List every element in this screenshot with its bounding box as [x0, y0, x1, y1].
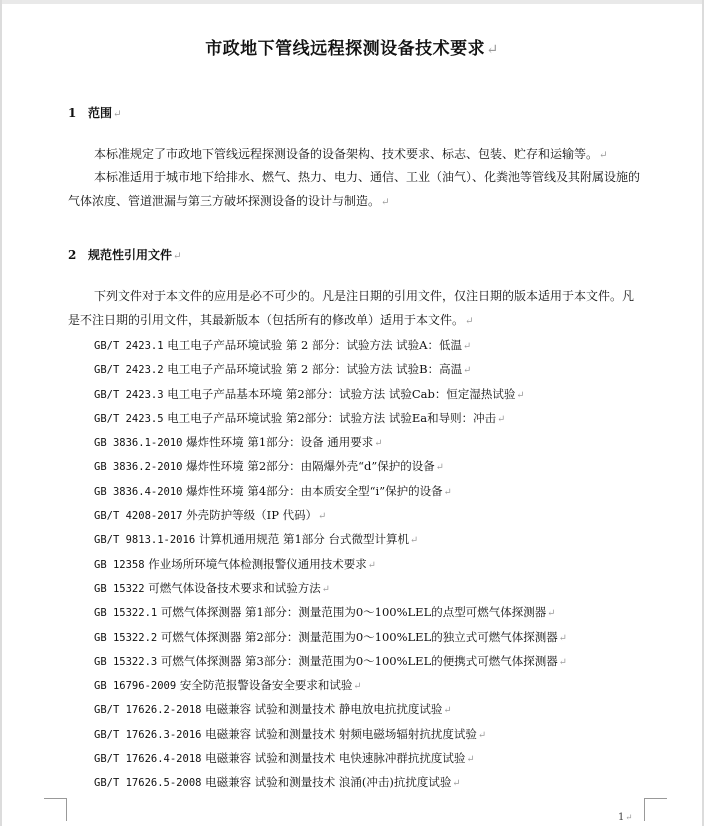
reference-item[interactable] — [94, 454, 567, 478]
paragraph-mark: ↵ — [173, 251, 182, 262]
reference-title: 电磁兼容 试验和测量技术 射频电磁场辐射抗扰度试验 — [205, 726, 477, 741]
paragraph-mark: ↵ — [443, 705, 452, 717]
reference-title: 电磁兼容 试验和测量技术 电快速脉冲群抗扰度试验 — [205, 751, 466, 766]
reference-code: GB 3836.2-2010 — [94, 461, 183, 474]
reference-title: 可燃气体探测器 第2部分：测量范围为0～100%LEL的独立式可燃气体探测器 — [160, 629, 558, 644]
reference-item[interactable] — [94, 746, 567, 770]
document-title[interactable] — [0, 34, 704, 59]
reference-title: 计算机通用规范 第1部分 台式微型计算机 — [198, 532, 409, 547]
reference-title: 电工电子产品环境试验 第 2 部分：试验方法 试验A：低温 — [167, 338, 462, 352]
paragraph-text[interactable]: 本标准规定了市政地下管线远程探测设备的设备架构、技术要求、标志、包装、贮存和运输等。 — [94, 147, 599, 161]
paragraph-mark: ↵ — [435, 462, 444, 474]
reference-code: GB 15322.3 — [94, 655, 158, 668]
reference-title: 可燃气体探测器 第3部分：测量范围为0～100%LEL的便携式可燃气体探测器 — [160, 653, 558, 668]
reference-code: GB 15322 — [94, 582, 145, 595]
reference-title: 电工电子产品基本环境 第2部分：试验方法 试验Cab：恒定湿热试验 — [167, 386, 516, 401]
reference-title: 爆炸性环境 第2部分：由隔爆外壳“d”保护的设备 — [186, 459, 435, 474]
reference-item[interactable] — [94, 673, 567, 697]
section-1-paragraph-2[interactable] — [68, 165, 642, 215]
margin-corner-bottom-left — [44, 798, 67, 821]
paragraph-mark: ↵ — [466, 754, 475, 766]
reference-code: GB/T 2423.5 — [94, 412, 164, 425]
reference-item[interactable] — [94, 479, 567, 503]
reference-code: GB/T 17626.2-2018 — [94, 704, 202, 717]
section-heading-text[interactable]: 规范性引用文件 — [88, 248, 173, 262]
paragraph-mark: ↵ — [477, 729, 487, 741]
paragraph-mark: ↵ — [381, 197, 390, 208]
paragraph-mark: ↵ — [599, 150, 608, 161]
paragraph-mark: ↵ — [462, 341, 472, 352]
reference-title: 外壳防护等级（IP 代码） — [186, 508, 318, 523]
reference-code: GB/T 9813.1-2016 — [94, 534, 196, 547]
reference-item[interactable] — [94, 527, 567, 551]
reference-item[interactable] — [94, 333, 567, 357]
page-left-edge — [0, 0, 2, 826]
page-top-edge — [0, 0, 704, 4]
reference-title: 安全防范报警设备安全要求和试验 — [179, 678, 353, 693]
page-number — [618, 812, 633, 823]
paragraph-mark: ↵ — [409, 535, 419, 547]
reference-item[interactable] — [94, 552, 567, 576]
reference-title: 可燃气体探测器 第1部分：测量范围为0～100%LEL的点型可燃气体探测器 — [160, 605, 547, 620]
reference-code: GB/T 2423.3 — [94, 388, 164, 401]
page-number-text: 1 — [618, 812, 625, 823]
section-number: 2 — [68, 248, 77, 262]
reference-item[interactable] — [94, 357, 567, 381]
reference-title: 电工电子产品环境试验 第 2 部分：试验方法 试验B：高温 — [167, 362, 463, 377]
paragraph-mark: ↵ — [321, 583, 330, 595]
reference-item[interactable] — [94, 625, 567, 649]
paragraph-mark: ↵ — [463, 365, 472, 377]
paragraph-mark: ↵ — [367, 559, 376, 571]
reference-item[interactable] — [94, 600, 567, 624]
section-2-paragraph-1[interactable] — [68, 284, 642, 334]
reference-item[interactable] — [94, 430, 567, 454]
section-number: 1 — [68, 106, 77, 120]
paragraph-mark: ↵ — [625, 813, 633, 823]
document-title-text[interactable]: 市政地下管线远程探测设备技术要求 — [205, 39, 486, 59]
paragraph-mark: ↵ — [547, 608, 556, 620]
reference-code: GB 3836.4-2010 — [94, 485, 183, 498]
paragraph-mark: ↵ — [374, 438, 383, 450]
section-heading-text[interactable]: 范围 — [88, 106, 113, 120]
reference-item[interactable] — [94, 770, 567, 794]
reference-list — [94, 333, 567, 795]
paragraph-mark: ↵ — [465, 316, 474, 327]
reference-code: GB/T 17626.3-2016 — [94, 728, 202, 741]
margin-corner-bottom-right — [644, 798, 667, 821]
reference-code: GB/T 2423.1 — [94, 340, 164, 352]
reference-item[interactable] — [94, 576, 567, 600]
reference-item[interactable] — [94, 697, 567, 721]
paragraph-mark: ↵ — [516, 389, 525, 401]
paragraph-mark: ↵ — [497, 413, 506, 425]
reference-title: 电磁兼容 试验和测量技术 浪涌(冲击)抗扰度试验 — [205, 775, 452, 790]
section-2-heading[interactable] — [68, 246, 182, 263]
reference-title: 可燃气体设备技术要求和试验方法 — [148, 580, 321, 595]
reference-title: 电工电子产品环境试验 第2部分：试验方法 试验Ea和导则：冲击 — [167, 410, 497, 425]
reference-item[interactable] — [94, 406, 567, 430]
paragraph-mark: ↵ — [452, 778, 461, 790]
reference-title: 作业场所环境气体检测报警仪通用技术要求 — [148, 556, 367, 571]
paragraph-mark: ↵ — [113, 109, 122, 120]
paragraph-mark: ↵ — [558, 632, 567, 644]
section-1-heading[interactable] — [68, 104, 122, 121]
paragraph-mark: ↵ — [318, 511, 327, 523]
reference-code: GB/T 17626.4-2018 — [94, 753, 202, 766]
reference-code: GB/T 2423.2 — [94, 364, 164, 377]
reference-title: 电磁兼容 试验和测量技术 静电放电抗扰度试验 — [205, 702, 443, 717]
reference-code: GB 16796-2009 — [94, 680, 177, 693]
reference-code: GB 15322.2 — [94, 631, 158, 644]
paragraph-mark: ↵ — [353, 681, 362, 693]
reference-item[interactable] — [94, 382, 567, 406]
paragraph-text[interactable]: 下列文件对于本文件的应用是必不可少的。凡是注日期的引用文件，仅注日期的版本适用于本文件。凡是不注日期的引用文件，其最新版本（包括所有的修改单）适用于本文件。 — [68, 289, 635, 327]
reference-item[interactable] — [94, 722, 567, 746]
reference-code: GB 12358 — [94, 558, 145, 571]
reference-title: 爆炸性环境 第4部分：由本质安全型“i”保护的设备 — [186, 483, 443, 498]
reference-item[interactable] — [94, 503, 567, 527]
reference-code: GB/T 17626.5-2008 — [94, 777, 202, 790]
reference-item[interactable] — [94, 649, 567, 673]
reference-code: GB 3836.1-2010 — [94, 437, 183, 450]
paragraph-text[interactable]: 本标准适用于城市地下给排水、燃气、热力、电力、通信、工业（油气）、化粪池等管线及其附属设施的气体浓度、管道泄漏与第三方破坏探测设备的设计与制造。 — [68, 170, 641, 208]
reference-code: GB/T 4208-2017 — [94, 510, 183, 523]
reference-title: 爆炸性环境 第1部分：设备 通用要求 — [186, 435, 374, 450]
paragraph-mark: ↵ — [486, 42, 499, 58]
reference-code: GB 15322.1 — [94, 607, 158, 620]
paragraph-mark: ↵ — [443, 486, 452, 498]
paragraph-mark: ↵ — [558, 656, 567, 668]
